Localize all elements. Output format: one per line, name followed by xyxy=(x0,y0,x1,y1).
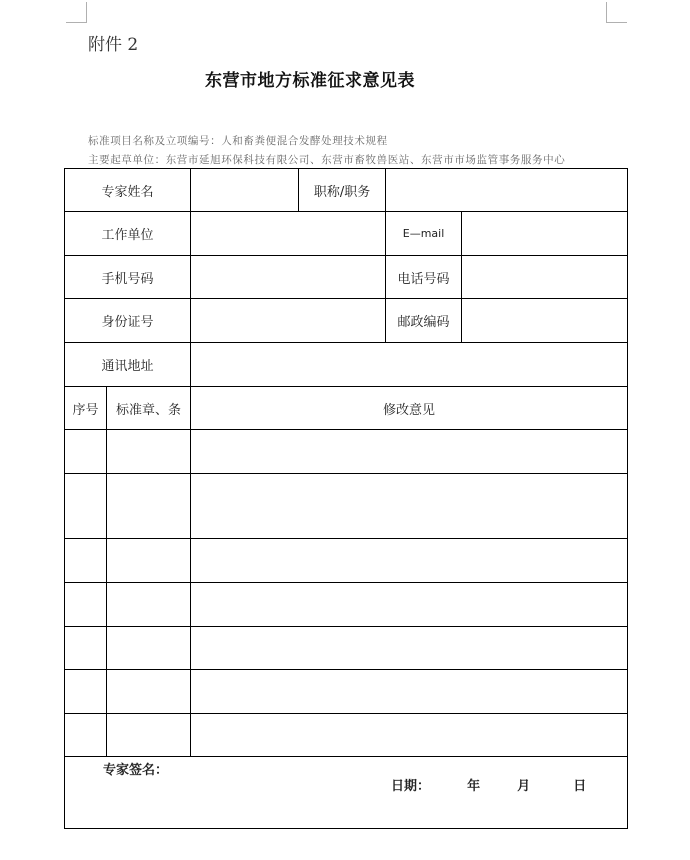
mobile-label: 手机号码 xyxy=(65,256,191,299)
table-header-row xyxy=(65,387,628,430)
row-clause-field[interactable] xyxy=(107,627,191,670)
opinion-row xyxy=(65,670,628,714)
row-clause-field[interactable] xyxy=(107,474,191,539)
postal-code-field[interactable] xyxy=(462,299,628,343)
attachment-label: 附件 2 xyxy=(88,35,139,55)
work-unit-field[interactable] xyxy=(191,212,386,256)
opinion-row xyxy=(65,474,628,539)
opinion-row xyxy=(65,627,628,670)
opinion-form-table xyxy=(64,168,628,829)
date-line xyxy=(391,775,586,794)
row-no-field[interactable] xyxy=(65,430,107,474)
signature-cell[interactable] xyxy=(65,757,628,829)
row-opinion-field[interactable] xyxy=(191,430,628,474)
title-position-field[interactable] xyxy=(386,169,628,212)
date-year-label: 年 xyxy=(467,779,481,794)
expert-name-label: 专家姓名 xyxy=(65,169,191,212)
opinion-row xyxy=(65,583,628,627)
row-no-field[interactable] xyxy=(65,583,107,627)
row-no-field[interactable] xyxy=(65,670,107,714)
row-opinion-field[interactable] xyxy=(191,627,628,670)
email-field[interactable] xyxy=(462,212,628,256)
signature-label: 专家签名： xyxy=(103,763,169,778)
table-row xyxy=(65,343,628,387)
work-unit-label: 工作单位 xyxy=(65,212,191,256)
project-name-line: 标准项目名称及立项编号：人和畜粪便混合发酵处理技术规程 xyxy=(88,135,388,147)
page-corner-mark-right xyxy=(606,2,627,23)
row-no-field[interactable] xyxy=(65,539,107,583)
table-row xyxy=(65,256,628,299)
postal-code-label: 邮政编码 xyxy=(386,299,462,343)
phone-label: 电话号码 xyxy=(386,256,462,299)
date-label: 日期： xyxy=(391,779,431,794)
row-clause-field[interactable] xyxy=(107,539,191,583)
row-clause-field[interactable] xyxy=(107,714,191,757)
row-opinion-field[interactable] xyxy=(191,714,628,757)
column-header-opinion: 修改意见 xyxy=(191,387,628,430)
date-month-label: 月 xyxy=(517,779,531,794)
row-opinion-field[interactable] xyxy=(191,583,628,627)
address-field[interactable] xyxy=(191,343,628,387)
column-header-clause: 标准章、条 xyxy=(107,387,191,430)
column-header-no: 序号 xyxy=(65,387,107,430)
opinion-row xyxy=(65,714,628,757)
page-corner-mark-left xyxy=(66,2,87,23)
email-label: E—mail xyxy=(386,212,462,256)
row-opinion-field[interactable] xyxy=(191,539,628,583)
title-position-label: 职称/职务 xyxy=(299,169,386,212)
id-number-field[interactable] xyxy=(191,299,386,343)
row-no-field[interactable] xyxy=(65,627,107,670)
row-no-field[interactable] xyxy=(65,714,107,757)
address-label: 通讯地址 xyxy=(65,343,191,387)
drafting-units-line: 主要起草单位：东营市延旭环保科技有限公司、东营市畜牧兽医站、东营市市场监管事务服务中心 xyxy=(88,154,566,166)
row-clause-field[interactable] xyxy=(107,670,191,714)
date-day-label: 日 xyxy=(573,779,587,794)
id-number-label: 身份证号 xyxy=(65,299,191,343)
row-opinion-field[interactable] xyxy=(191,670,628,714)
signature-row xyxy=(65,757,628,829)
document-title: 东营市地方标准征求意见表 xyxy=(205,71,415,91)
table-row xyxy=(65,299,628,343)
table-row xyxy=(65,212,628,256)
opinion-row xyxy=(65,430,628,474)
expert-name-field[interactable] xyxy=(191,169,299,212)
row-no-field[interactable] xyxy=(65,474,107,539)
row-opinion-field[interactable] xyxy=(191,474,628,539)
table-row xyxy=(65,169,628,212)
opinion-row xyxy=(65,539,628,583)
row-clause-field[interactable] xyxy=(107,430,191,474)
phone-field[interactable] xyxy=(462,256,628,299)
mobile-field[interactable] xyxy=(191,256,386,299)
row-clause-field[interactable] xyxy=(107,583,191,627)
